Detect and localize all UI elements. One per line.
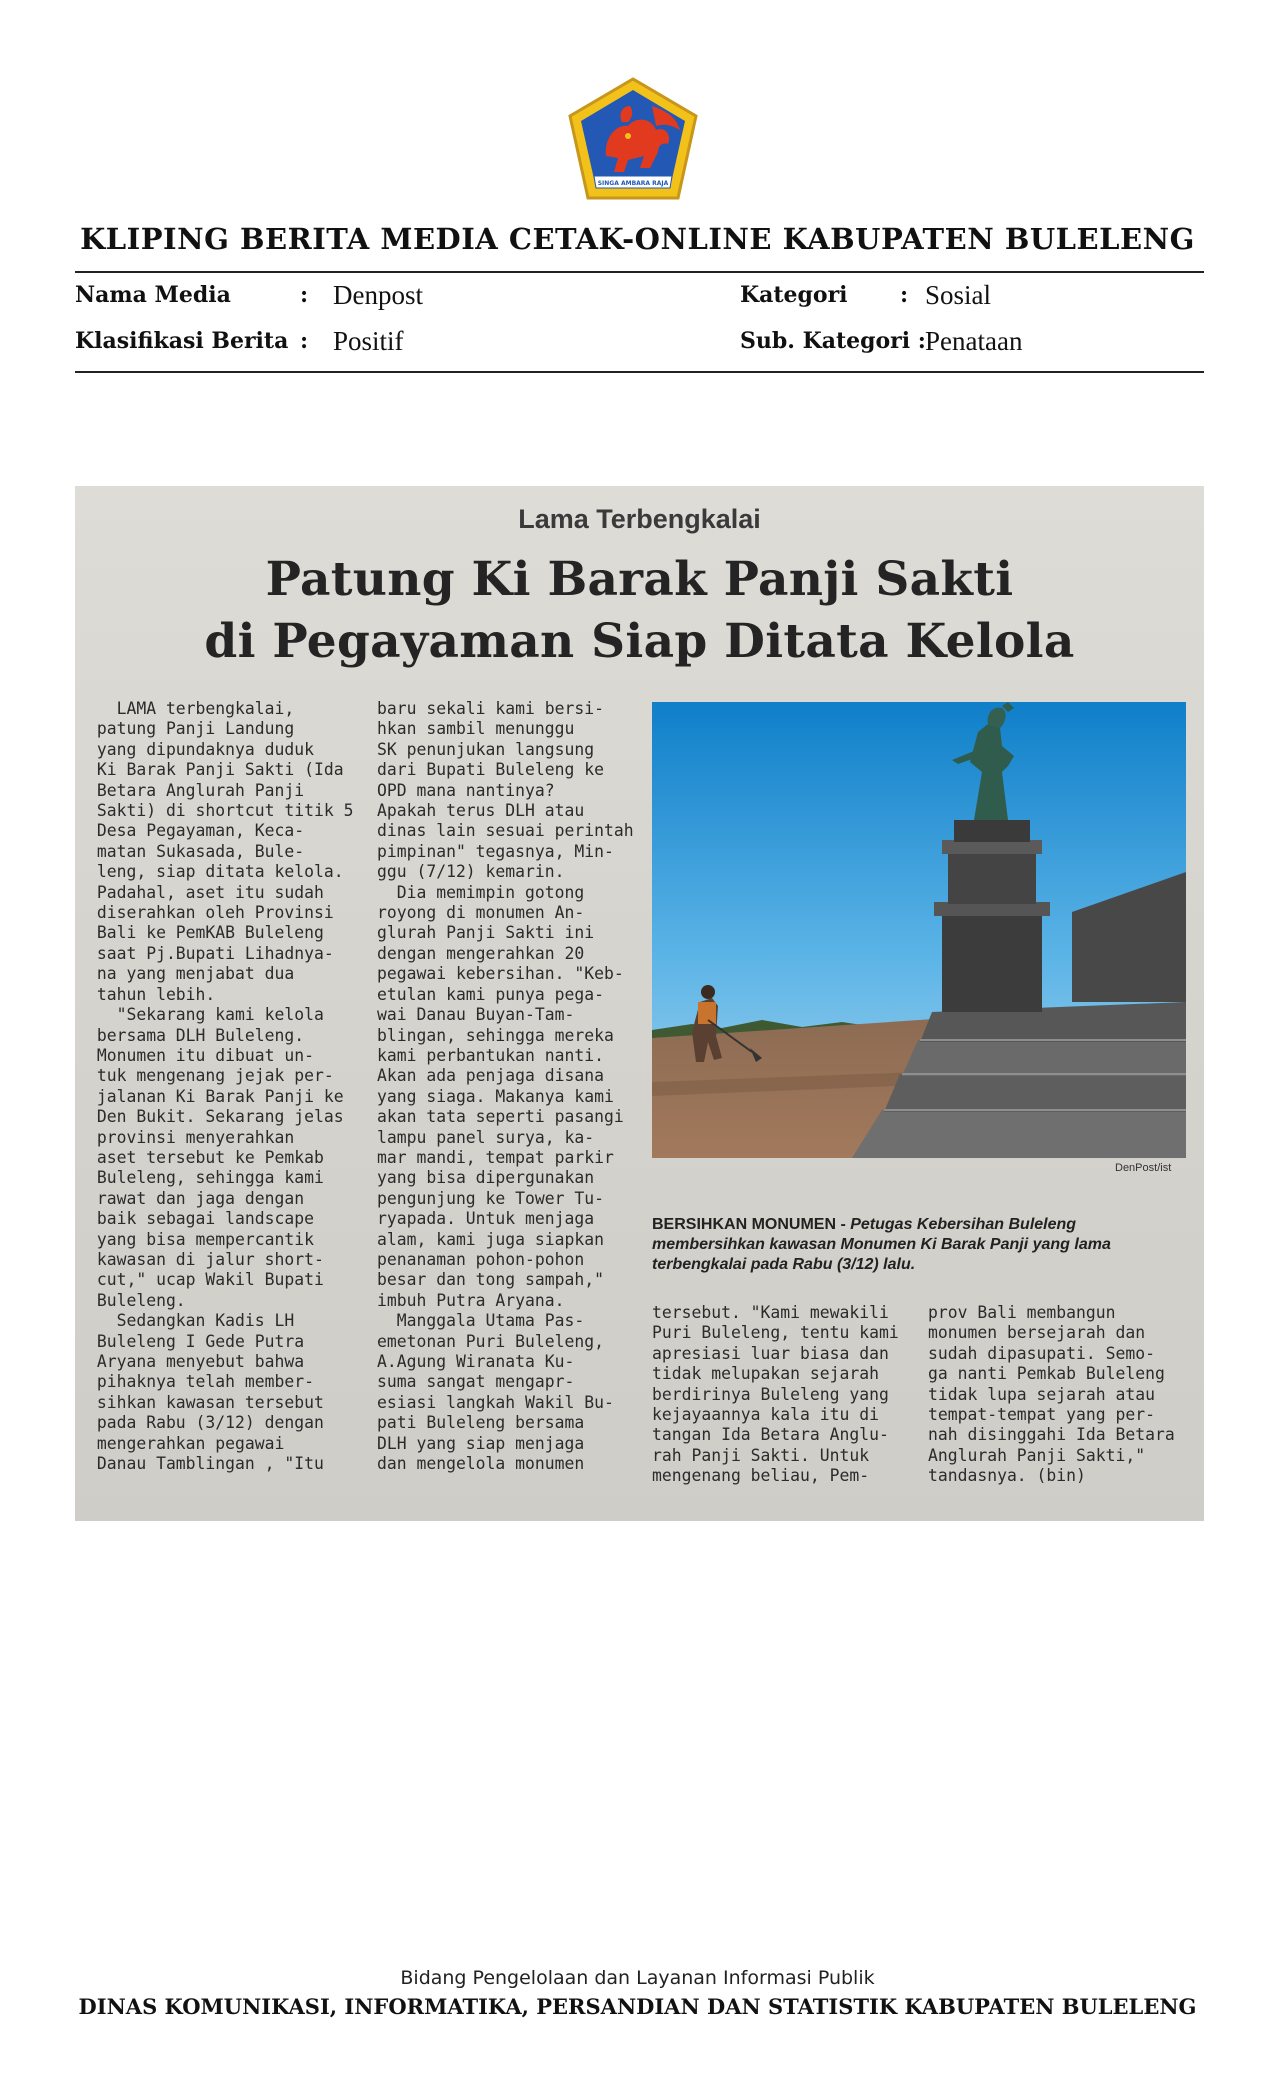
klasifikasi-label: Klasifikasi Berita: [75, 328, 289, 354]
article-headline-line1: Patung Ki Barak Panji Sakti: [265, 552, 1014, 607]
subkategori-value: Penataan: [925, 326, 1023, 356]
media-value: Denpost: [333, 280, 423, 310]
kategori-label: Kategori: [740, 282, 848, 308]
caption-body: Petugas Kebersihan Buleleng membersihkan kawasan Monumen Ki Barak Panji yang lama terbengkalai pada Rabu (3/12) lalu.: [652, 1216, 1111, 1273]
footer-agency: DINAS KOMUNIKASI, INFORMATIKA, PERSANDIAN DAN STATISTIK KABUPATEN BULELENG: [78, 1994, 1197, 2019]
photo-caption: [652, 1215, 1192, 1275]
document-title: KLIPING BERITA MEDIA CETAK-ONLINE KABUPATEN BULELENG: [80, 222, 1195, 256]
article-column-4: prov Bali membangun monumen bersejarah dan sudah dipasupati. Semo- ga nanti Pemkab Buleleng tidak lupa sejarah atau tempat-tempat yang per- nah disinggahi Ida Betara Anglurah Panji Sakti," tandasnya. (bin): [928, 1303, 1175, 1486]
header-divider-top: [75, 271, 1204, 273]
article-column-1: LAMA terbengkalai, patung Panji Landung yang dipundaknya duduk Ki Barak Panji Sakti (Ida Betara Anglurah Panji Sakti) di shortcut titik 5 Desa Pegayaman, Keca- matan Sukasada, Bule- leng, siap ditata kelola. Padahal, aset itu sudah diserahkan oleh Provinsi Bali ke PemKAB Buleleng saat Pj.Bupati Lihadnya- na yang menjabat dua tahun lebih. "Sekarang kami kelola bersama DLH Buleleng. Monumen itu dibuat un- tuk mengenang jejak per- jalanan Ki Barak Panji ke Den Bukit. Sekarang jelas provinsi menyerahkan aset tersebut ke Pemkab Buleleng, sehingga kami rawat dan jaga dengan baik sebagai landscape yang bisa mempercantik kawasan di jalur short- cut," ucap Wakil Bupati Buleleng. Sedangkan Kadis LH Buleleng I Gede Putra Aryana menyebut bahwa pihaknya telah member- sihkan kawasan tersebut pada Rabu (3/12) dengan mengerahkan pegawai Danau Tamblingan , "Itu: [96, 699, 354, 1474]
header-divider-bottom: [75, 371, 1204, 373]
media-colon: :: [300, 282, 309, 308]
crest-shield-icon: [566, 76, 700, 202]
article-kicker: Lama Terbengkalai: [518, 504, 761, 534]
footer-division: Bidang Pengelolaan dan Layanan Informasi Publik: [400, 1967, 875, 1989]
article-column-2: baru sekali kami bersi- hkan sambil menunggu SK penunjukan langsung dari Bupati Buleleng ke OPD mana nantinya? Apakah terus DLH atau dinas lain sesuai perintah pimpinan" tegasnya, Min- ggu (7/12) kemarin. Dia memimpin gotong royong di monumen An- glurah Panji Sakti ini dengan mengerahkan 20 pegawai kebersihan. "Keb- etulan kami punya pega- wai Danau Buyan-Tam- blingan, sehingga mereka kami perbantukan nanti. Akan ada penjaga disana yang siaga. Makanya kami akan tata seperti pasangi lampu panel surya, ka- mar mandi, tempat parkir yang bisa dipergunakan pengunjung ke Tower Tu- ryapada. Untuk menjaga alam, kami juga siapkan penanaman pohon-pohon besar dan tong sampah," imbuh Putra Aryana. Manggala Utama Pas- emetonan Puri Buleleng, A.Agung Wiranata Ku- suma sangat mengapr- esiasi langkah Wakil Bu- pati Buleleng bersama DLH yang siap menjaga dan mengelola monumen: [377, 699, 634, 1474]
subkategori-label: Sub. Kategori :: [740, 328, 926, 354]
kategori-colon: :: [900, 282, 909, 308]
newspaper-clipping: [75, 486, 1204, 1521]
article-column-3: tersebut. "Kami mewakili Puri Buleleng, tentu kami apresiasi luar biasa dan tidak melupakan sejarah berdirinya Buleleng yang kejayaannya kala itu di tangan Ida Betara Anglu- rah Panji Sakti. Untuk mengenang beliau, Pem-: [652, 1303, 899, 1486]
crest-motto: SINGA AMBARA RAJA: [597, 180, 669, 187]
caption-lead: BERSIHKAN MONUMEN -: [652, 1216, 851, 1233]
media-label: Nama Media: [75, 282, 231, 308]
klasifikasi-colon: :: [300, 328, 309, 354]
klasifikasi-value: Positif: [333, 326, 404, 356]
statue-monument-photo: [652, 702, 1186, 1158]
article-headline-line2: di Pegayaman Siap Ditata Kelola: [204, 614, 1075, 669]
photo-credit: DenPost/ist: [1115, 1162, 1172, 1174]
kategori-value: Sosial: [925, 280, 992, 310]
buleleng-regency-crest-icon: [566, 76, 700, 202]
